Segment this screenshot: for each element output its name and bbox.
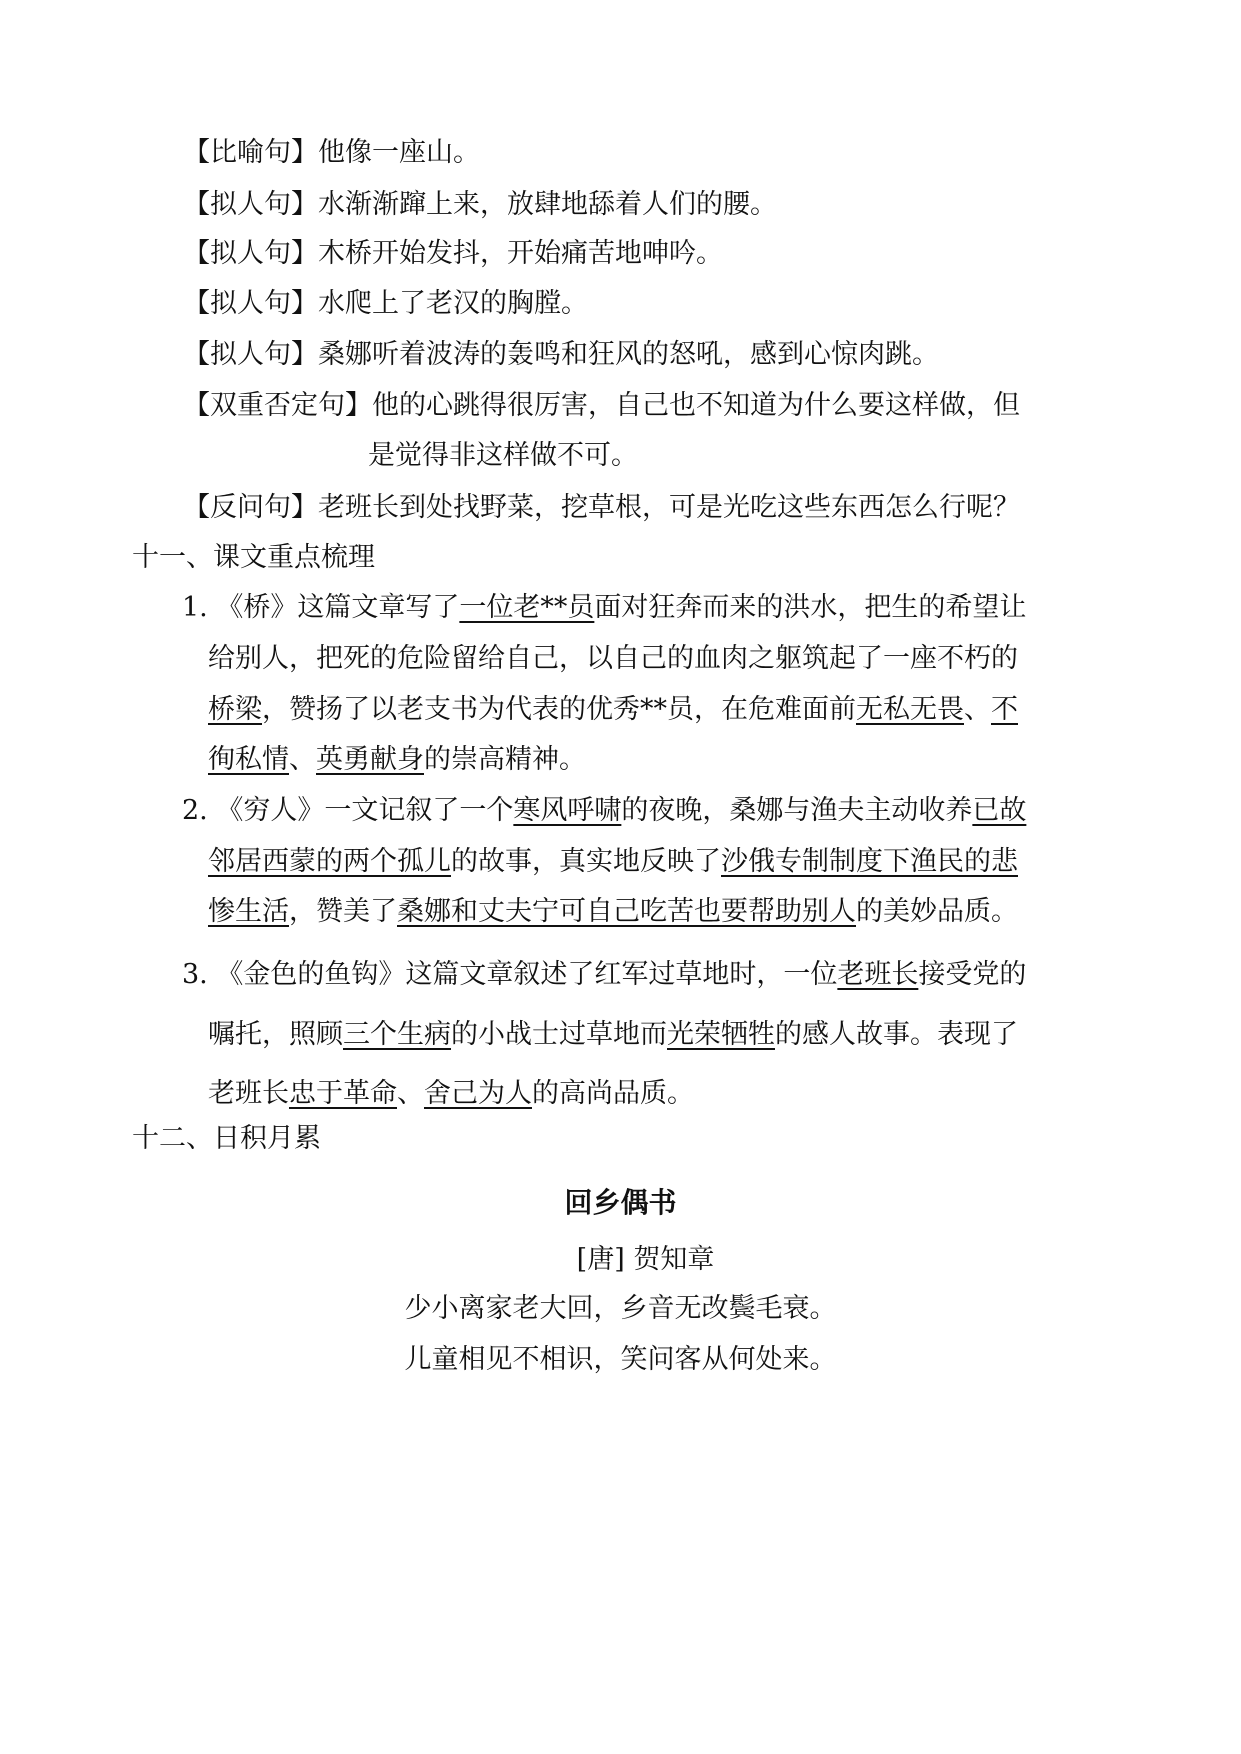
sentence-text: 水渐渐蹿上来，放肆地舔着人们的腰。 (318, 189, 777, 220)
example-sentence (183, 187, 777, 223)
underlined-answer: 英勇献身 (316, 744, 424, 775)
list-item-line: 桥梁，赞扬了以老支书为代表的优秀**员，在危难面前无私无畏、不 (208, 694, 1018, 725)
sentence-text: 水爬上了老汉的胸膛。 (318, 288, 588, 319)
example-sentence (183, 337, 939, 373)
underlined-answer: 惨生活 (208, 896, 289, 927)
list-item-line: 徇私情、英勇献身的崇高精神。 (208, 744, 586, 775)
example-sentence-continuation: 是觉得非这样做不可。 (368, 440, 638, 471)
underlined-answer: 忠于革命 (289, 1078, 397, 1109)
underlined-answer: 已故 (972, 795, 1027, 826)
underlined-answer: 桑娜和丈夫宁可自己吃苦也要帮助别人 (397, 896, 856, 927)
sentence-tag: 【拟人句】 (183, 288, 318, 319)
poem-author: [唐] 贺知章 (576, 1244, 715, 1275)
underlined-answer: 舍己为人 (424, 1078, 532, 1109)
list-item-line: 2. 《穷人》一文记叙了一个寒风呼啸的夜晚，桑娜与渔夫主动收养已故 (182, 795, 1027, 826)
list-item-line: 邻居西蒙的两个孤儿的故事，真实地反映了沙俄专制制度下渔民的悲 (208, 846, 1018, 877)
poem-line: 少小离家老大回，乡音无改鬓毛衰。 (404, 1293, 837, 1324)
underlined-answer: 沙俄专制制度下渔民的悲 (721, 846, 1018, 877)
sentence-text: 老班长到处找野菜，挖草根，可是光吃这些东西怎么行呢？ (318, 492, 1020, 523)
sentence-tag: 【拟人句】 (183, 339, 318, 370)
underlined-answer: 邻居西蒙的两个孤儿 (208, 846, 451, 877)
list-item-line: 嘱托，照顾三个生病的小战士过草地而光荣牺牲的感人故事。表现了 (208, 1019, 1018, 1050)
underlined-answer: 寒风呼啸 (513, 795, 622, 826)
underlined-answer: 光荣牺牲 (667, 1019, 775, 1050)
item-number: 3. (182, 959, 208, 990)
list-item-line: 1. 《桥》这篇文章写了一位老**员面对狂奔而来的洪水，把生的希望让 (182, 592, 1027, 623)
underlined-answer: 三个生病 (343, 1019, 451, 1050)
underlined-answer: 一位老**员 (459, 592, 595, 623)
list-item-line: 惨生活，赞美了桑娜和丈夫宁可自己吃苦也要帮助别人的美妙品质。 (208, 896, 1018, 927)
sentence-text: 他像一座山。 (318, 137, 480, 168)
sentence-text: 桑娜听着波涛的轰鸣和狂风的怒吼，感到心惊肉跳。 (318, 339, 939, 370)
sentence-text: 木桥开始发抖，开始痛苦地呻吟。 (318, 238, 723, 269)
section-heading: 十一、课文重点梳理 (132, 542, 375, 573)
sentence-tag: 【双重否定句】 (183, 390, 372, 421)
sentence-tag: 【反问句】 (183, 492, 318, 523)
example-sentence (183, 388, 1020, 424)
example-sentence (183, 135, 480, 171)
poem-line: 儿童相见不相识，笑问客从何处来。 (404, 1344, 837, 1375)
underlined-answer: 徇私情 (208, 744, 289, 775)
underlined-answer: 桥梁 (208, 694, 262, 725)
sentence-text: 他的心跳得很厉害，自己也不知道为什么要这样做，但 (372, 390, 1020, 421)
item-number: 2. (182, 795, 208, 826)
example-sentence (183, 490, 1020, 526)
sentence-tag: 【比喻句】 (183, 137, 318, 168)
underlined-answer: 不 (991, 694, 1018, 725)
list-item-line: 老班长忠于革命、舍己为人的高尚品质。 (208, 1078, 694, 1109)
underlined-answer: 无私无畏 (856, 694, 964, 725)
section-heading: 十二、日积月累 (132, 1123, 321, 1154)
sentence-tag: 【拟人句】 (183, 238, 318, 269)
example-sentence (183, 286, 588, 322)
list-item-line: 3. 《金色的鱼钩》这篇文章叙述了红军过草地时，一位老班长接受党的 (182, 959, 1027, 990)
list-item-line: 给别人，把死的危险留给自己，以自己的血肉之躯筑起了一座不朽的 (208, 643, 1018, 674)
underlined-answer: 老班长 (837, 959, 919, 990)
example-sentence (183, 236, 723, 272)
poem-title: 回乡偶书 (564, 1186, 677, 1219)
item-number: 1. (182, 592, 208, 623)
sentence-tag: 【拟人句】 (183, 189, 318, 220)
